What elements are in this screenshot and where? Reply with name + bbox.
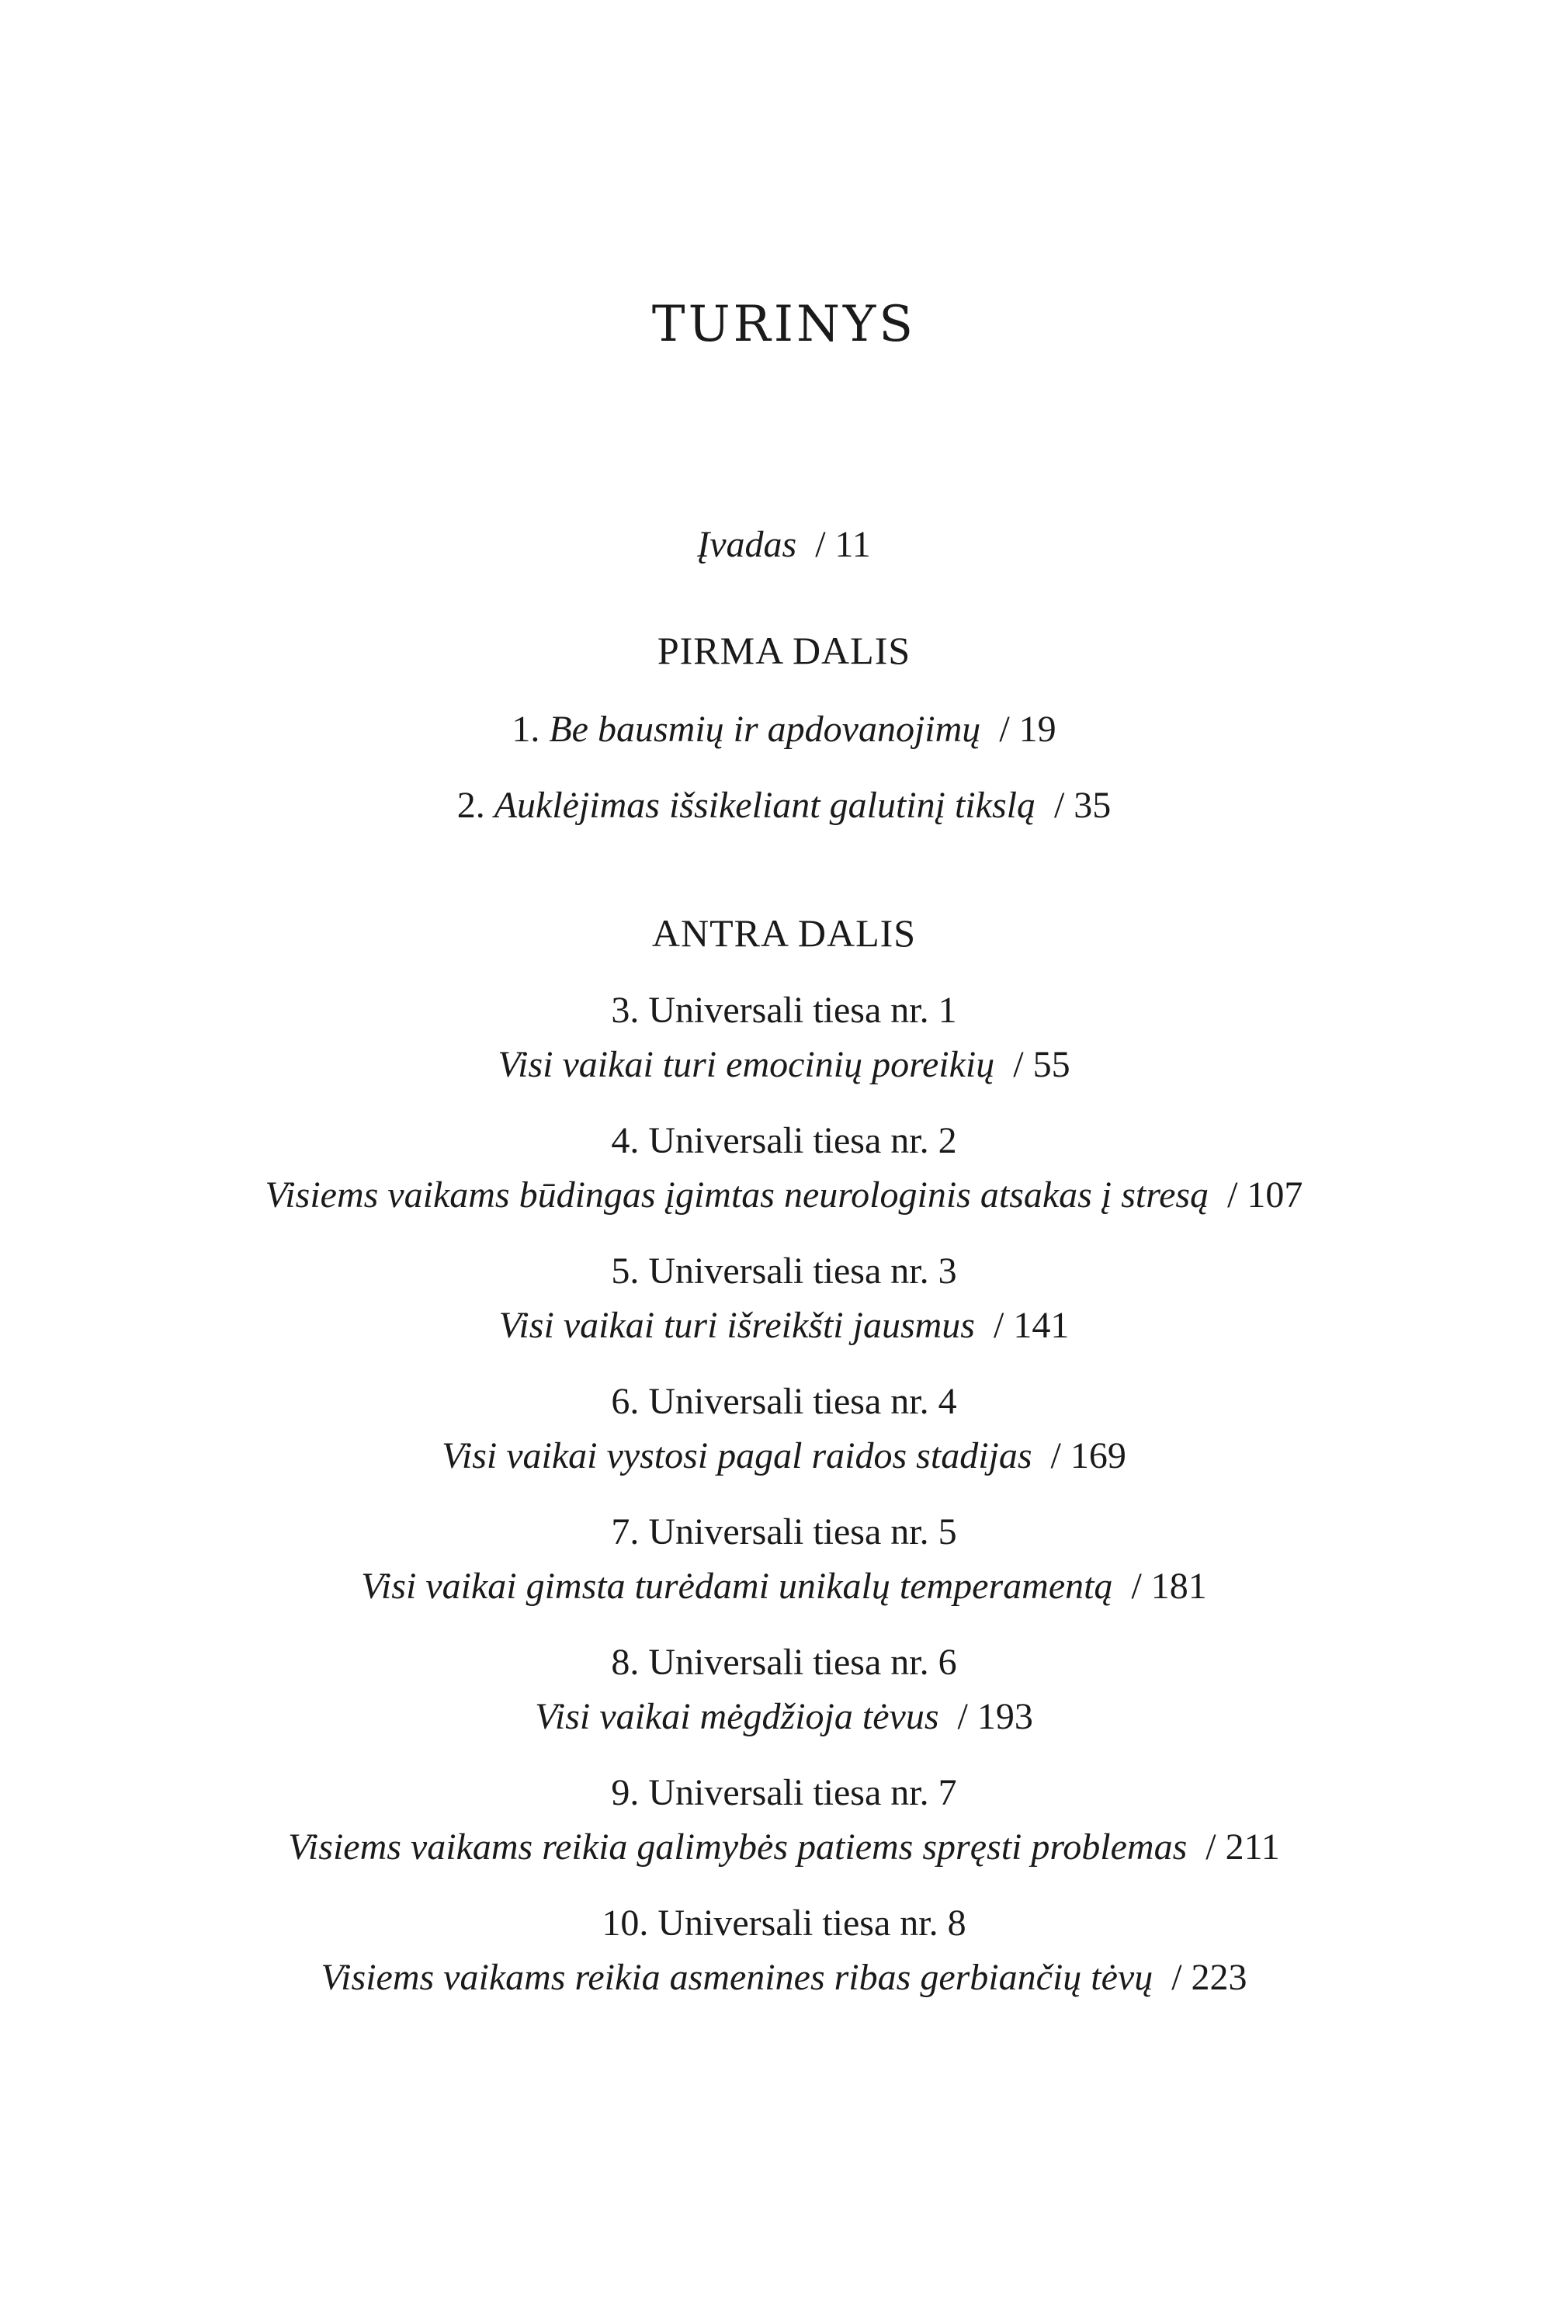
toc-entry-chapter-3-heading[interactable]: 3. Universali tiesa nr. 1 (611, 990, 957, 1031)
toc-entry-chapter-6-heading[interactable]: 6. Universali tiesa nr. 4 (611, 1381, 957, 1422)
toc-entry-page: / 107 (1227, 1174, 1303, 1216)
toc-entry-title: Įvadas (697, 524, 797, 565)
toc-entry-title: Visi vaikai turi išreikšti jausmus (498, 1305, 975, 1346)
page-title: TURINYS (651, 296, 917, 353)
part-heading: ANTRA DALIS (651, 911, 917, 955)
toc-entry-chapter-8-heading[interactable]: 8. Universali tiesa nr. 6 (611, 1642, 957, 1683)
toc-entry-title: Visiems vaikams būdingas įgimtas neurologinis atsakas į stresą (265, 1174, 1209, 1216)
toc-entry-chapter-10-subtitle[interactable] (0, 1955, 1568, 2001)
toc-entry-chapter-3-subtitle[interactable] (0, 1042, 1568, 1088)
toc-entry-chapter-8-subtitle[interactable] (0, 1694, 1568, 1740)
toc-entry-number: 2. (456, 785, 485, 826)
toc-entry-chapter-5-subtitle[interactable] (0, 1302, 1568, 1349)
toc-entry-chapter-10-heading[interactable]: 10. Universali tiesa nr. 8 (602, 1903, 966, 1944)
toc-entry-title: Be bausmių ir apdovanojimų (549, 709, 981, 750)
toc-entry-chapter-1[interactable] (0, 706, 1568, 753)
toc-entry-chapter-7-heading[interactable]: 7. Universali tiesa nr. 5 (611, 1511, 957, 1552)
toc-entry-page: / 141 (993, 1305, 1070, 1346)
toc-entry-chapter-4-subtitle[interactable] (0, 1172, 1568, 1219)
toc-entry-number: 1. (512, 709, 540, 750)
toc-entry-page: / 35 (1053, 785, 1112, 826)
toc-entry-title: Visi vaikai vystosi pagal raidos stadijas (442, 1435, 1032, 1476)
toc-entry-title: Visi vaikai mėgdžioja tėvus (535, 1696, 939, 1737)
toc-entry-chapter-4-heading[interactable]: 4. Universali tiesa nr. 2 (611, 1120, 957, 1161)
toc-entry-chapter-5-heading[interactable]: 5. Universali tiesa nr. 3 (611, 1250, 957, 1292)
toc-entry-title: Visiems vaikams reikia galimybės patiems spręsti problemas (288, 1826, 1188, 1868)
toc-entry-page: / 11 (815, 524, 871, 565)
toc-entry-chapter-2[interactable] (0, 782, 1568, 829)
toc-entry-title: Auklėjimas išsikeliant galutinį tikslą (494, 785, 1036, 826)
toc-entry-page: / 181 (1131, 1566, 1207, 1607)
toc-entry-chapter-7-subtitle[interactable] (0, 1563, 1568, 1610)
toc-entry-intro[interactable] (0, 522, 1568, 568)
toc-entry-title: Visi vaikai turi emocinių poreikių (498, 1044, 995, 1085)
toc-entry-page: / 223 (1171, 1957, 1247, 1998)
toc-entry-title: Visiems vaikams reikia asmenines ribas gerbiančių tėvų (321, 1957, 1153, 1998)
toc-entry-chapter-9-subtitle[interactable] (0, 1824, 1568, 1871)
toc-entry-page: / 19 (999, 709, 1056, 750)
toc-entry-page: / 193 (957, 1696, 1033, 1737)
toc-entry-chapter-6-subtitle[interactable] (0, 1433, 1568, 1479)
toc-entry-title: Visi vaikai gimsta turėdami unikalų temperamentą (361, 1566, 1113, 1607)
toc-entry-page: / 169 (1050, 1435, 1126, 1476)
toc-entry-chapter-9-heading[interactable]: 9. Universali tiesa nr. 7 (611, 1772, 957, 1813)
part-heading: PIRMA DALIS (657, 629, 911, 672)
toc-entry-page: / 211 (1205, 1826, 1280, 1868)
toc-entry-page: / 55 (1013, 1044, 1070, 1085)
